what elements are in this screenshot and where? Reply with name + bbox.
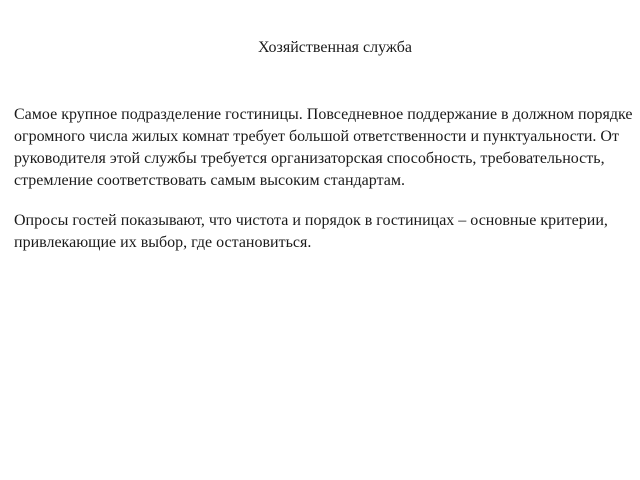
paragraph-guest-surveys: Опросы гостей показывают, что чистота и порядок в гостиницах – основные критерии, привлекающие их выбор, где остановиться. xyxy=(14,212,608,251)
paragraph-housekeeping-description: Самое крупное подразделение гостиницы. Повседневное поддержание в должном порядке огромного числа жилых комнат требует большой ответственности и пунктуальности. От руководителя этой службы требуется организаторская способность, требовательность, стремление соответствовать самым высоким стандартам. xyxy=(14,106,633,189)
body-text xyxy=(14,104,634,272)
page-title: Хозяйственная служба xyxy=(258,39,412,56)
